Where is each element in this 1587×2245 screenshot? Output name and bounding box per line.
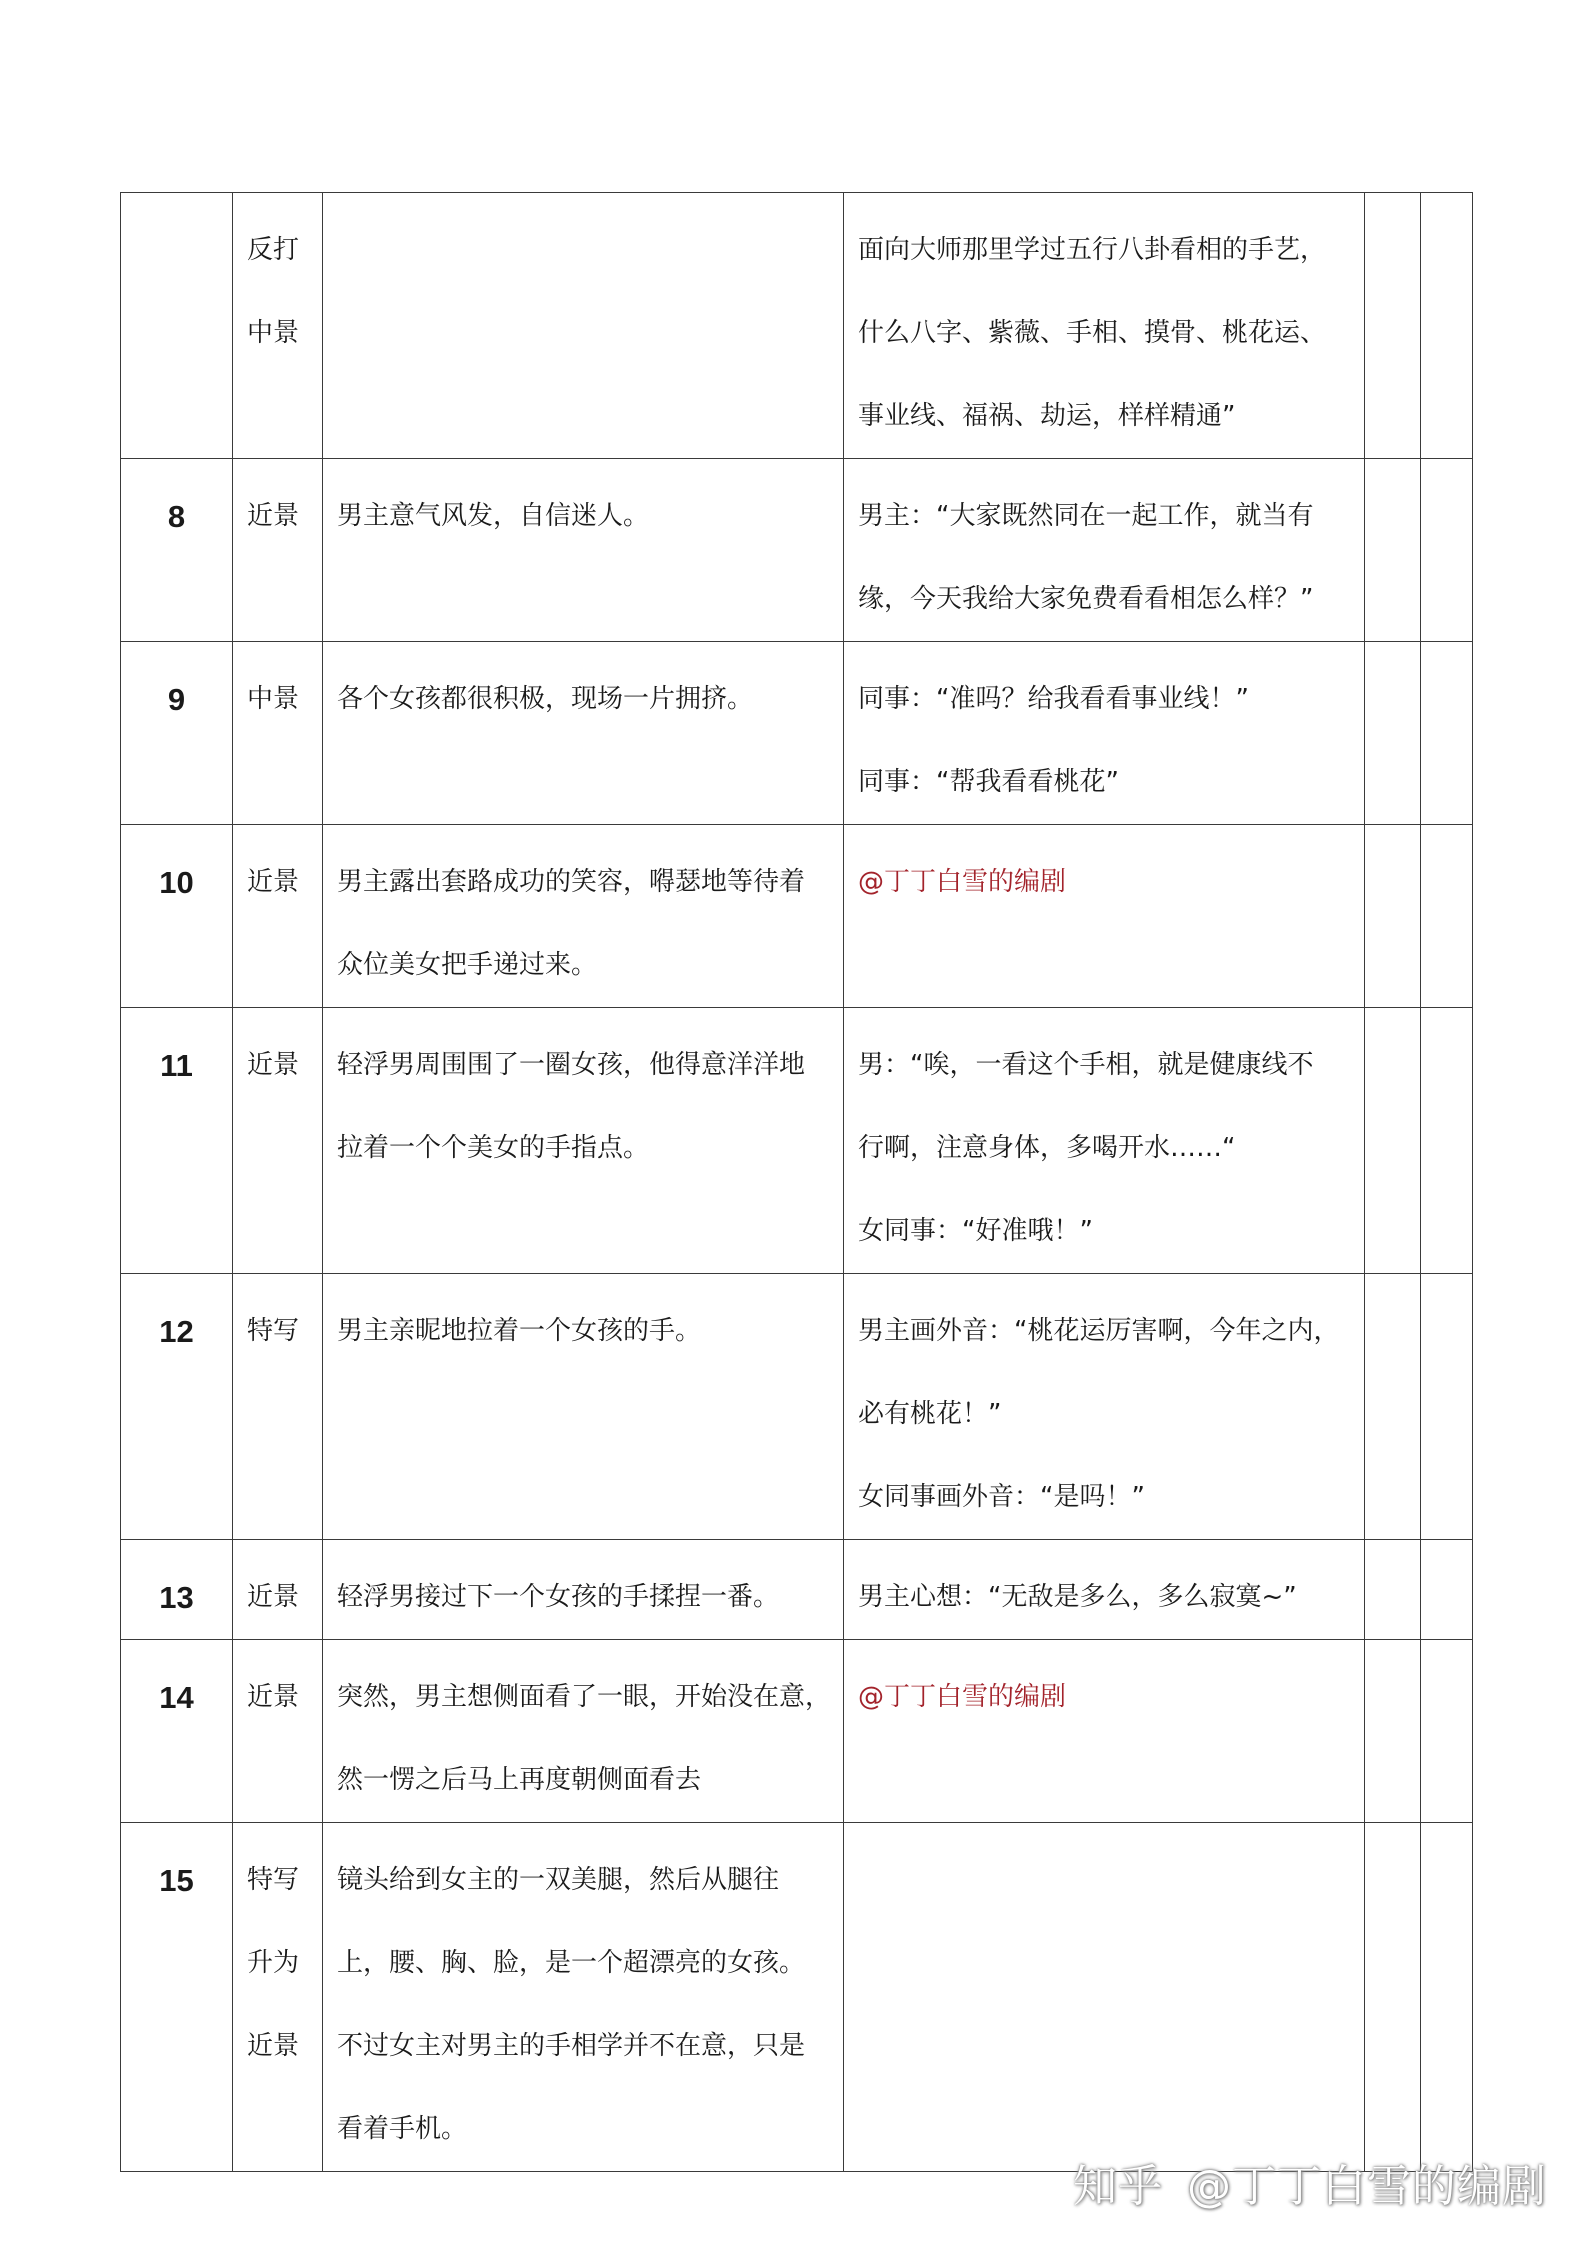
table-row — [121, 193, 1473, 459]
dialogue-line: 同事：“帮我看看桃花” — [858, 767, 1119, 797]
dialogue-cell — [844, 1274, 1365, 1540]
blank-cell — [1365, 642, 1421, 825]
dialogue-line: 缘，今天我给大家免费看看相怎么样？” — [858, 584, 1314, 614]
shot-type: 近景 — [247, 1682, 300, 1712]
shot-type-cell — [233, 642, 323, 825]
table-row — [121, 1640, 1473, 1823]
dialogue-cell — [844, 193, 1365, 459]
dialogue-cell — [844, 1008, 1365, 1274]
scene-description-cell — [323, 825, 844, 1008]
table-row — [121, 1823, 1473, 2172]
scene-description-line: 各个女孩都很积极，现场一片拥挤。 — [337, 684, 754, 714]
blank-cell — [1365, 1540, 1421, 1640]
shot-type-cell — [233, 459, 323, 642]
blank-cell — [1421, 1274, 1473, 1540]
dialogue-line: 男主：“大家既然同在一起工作，就当有 — [858, 501, 1314, 531]
shot-number: 10 — [121, 825, 233, 1008]
shot-number — [121, 193, 233, 459]
dialogue-line: 女同事：“好准哦！” — [858, 1216, 1093, 1246]
scene-description-line: 众位美女把手递过来。 — [337, 950, 598, 980]
dialogue-line: 男：“唉，一看这个手相，就是健康线不 — [858, 1050, 1314, 1080]
blank-cell — [1421, 1640, 1473, 1823]
author-mention: @丁丁白雪的编剧 — [858, 1682, 1067, 1712]
table-row — [121, 642, 1473, 825]
shot-type: 近景 — [247, 2031, 300, 2061]
shot-number: 12 — [121, 1274, 233, 1540]
shot-type-cell — [233, 825, 323, 1008]
shot-type-cell — [233, 1540, 323, 1640]
blank-cell — [1365, 193, 1421, 459]
watermark — [1073, 2150, 1547, 2214]
dialogue-line: 必有桃花！” — [858, 1399, 1002, 1429]
shot-type: 特写 — [247, 1316, 300, 1346]
shot-number: 13 — [121, 1540, 233, 1640]
scene-description-line: 看着手机。 — [337, 2114, 468, 2144]
shot-type: 近景 — [247, 1050, 300, 1080]
shot-number: 14 — [121, 1640, 233, 1823]
scene-description-cell — [323, 1008, 844, 1274]
scene-description-cell — [323, 1640, 844, 1823]
scene-description-line: 轻浮男周围围了一圈女孩，他得意洋洋地 — [337, 1050, 806, 1080]
dialogue-line: 事业线、福祸、劫运，样样精通” — [858, 401, 1236, 431]
scene-description-cell — [323, 459, 844, 642]
shot-type-cell — [233, 1640, 323, 1823]
shot-type: 中景 — [247, 318, 300, 348]
shot-type-cell — [233, 1274, 323, 1540]
storyboard-table — [120, 192, 1473, 2172]
scene-description-cell — [323, 1274, 844, 1540]
shot-type: 近景 — [247, 501, 300, 531]
shot-type-cell — [233, 1008, 323, 1274]
scene-description-line: 男主亲昵地拉着一个女孩的手。 — [337, 1316, 702, 1346]
table-row — [121, 459, 1473, 642]
scene-description-line: 男主意气风发，自信迷人。 — [337, 501, 650, 531]
blank-cell — [1421, 193, 1473, 459]
scene-description-line: 男主露出套路成功的笑容，嘚瑟地等待着 — [337, 867, 806, 897]
dialogue-cell — [844, 1823, 1365, 2172]
blank-cell — [1421, 825, 1473, 1008]
scene-description-cell — [323, 642, 844, 825]
shot-type-cell — [233, 193, 323, 459]
dialogue-cell — [844, 642, 1365, 825]
dialogue-line: 行啊，注意身体，多喝开水……“ — [858, 1133, 1236, 1163]
dialogue-cell — [844, 459, 1365, 642]
table-row — [121, 1274, 1473, 1540]
shot-type-cell — [233, 1823, 323, 2172]
shot-type: 特写 — [247, 1865, 300, 1895]
shot-number: 11 — [121, 1008, 233, 1274]
scene-description-cell — [323, 1823, 844, 2172]
shot-number: 8 — [121, 459, 233, 642]
author-mention: @丁丁白雪的编剧 — [858, 867, 1067, 897]
dialogue-cell — [844, 825, 1365, 1008]
shot-type: 近景 — [247, 1582, 300, 1612]
blank-cell — [1365, 1274, 1421, 1540]
blank-cell — [1365, 1008, 1421, 1274]
watermark-site: 知乎 — [1073, 2161, 1163, 2212]
scene-description-line: 不过女主对男主的手相学并不在意，只是 — [337, 2031, 806, 2061]
dialogue-line: 男主画外音：“桃花运厉害啊，今年之内， — [858, 1316, 1340, 1346]
dialogue-line: 同事：“准吗？给我看看事业线！” — [858, 684, 1249, 714]
table-row — [121, 1540, 1473, 1640]
blank-cell — [1365, 1823, 1421, 2172]
shot-type: 近景 — [247, 867, 300, 897]
blank-cell — [1421, 642, 1473, 825]
blank-cell — [1365, 825, 1421, 1008]
shot-type: 反打 — [247, 235, 300, 265]
dialogue-cell — [844, 1540, 1365, 1640]
dialogue-line: 什么八字、紫薇、手相、摸骨、桃花运、 — [858, 318, 1327, 348]
scene-description-cell — [323, 193, 844, 459]
scene-description-line: 镜头给到女主的一双美腿，然后从腿往 — [337, 1865, 780, 1895]
scene-description-line: 然一愣之后马上再度朝侧面看去 — [337, 1765, 702, 1795]
scene-description-line: 拉着一个个美女的手指点。 — [337, 1133, 650, 1163]
scene-description-line: 轻浮男接过下一个女孩的手揉捏一番。 — [337, 1582, 780, 1612]
dialogue-line: 女同事画外音：“是吗！” — [858, 1482, 1145, 1512]
scene-description-line: 上，腰、胸、脸，是一个超漂亮的女孩。 — [337, 1948, 806, 1978]
blank-cell — [1421, 1540, 1473, 1640]
shot-number: 9 — [121, 642, 233, 825]
scene-description-line: 突然，男主想侧面看了一眼，开始没在意， — [337, 1682, 831, 1712]
blank-cell — [1365, 1640, 1421, 1823]
shot-type: 中景 — [247, 684, 300, 714]
shot-number: 15 — [121, 1823, 233, 2172]
blank-cell — [1421, 459, 1473, 642]
shot-type: 升为 — [247, 1948, 300, 1978]
dialogue-line: 面向大师那里学过五行八卦看相的手艺， — [858, 235, 1327, 265]
blank-cell — [1365, 459, 1421, 642]
watermark-author: @丁丁白雪的编剧 — [1187, 2161, 1547, 2212]
dialogue-line: 男主心想：“无敌是多么，多么寂寞~” — [858, 1582, 1297, 1612]
scene-description-cell — [323, 1540, 844, 1640]
dialogue-cell — [844, 1640, 1365, 1823]
blank-cell — [1421, 1008, 1473, 1274]
table-row — [121, 825, 1473, 1008]
table-row — [121, 1008, 1473, 1274]
blank-cell — [1421, 1823, 1473, 2172]
